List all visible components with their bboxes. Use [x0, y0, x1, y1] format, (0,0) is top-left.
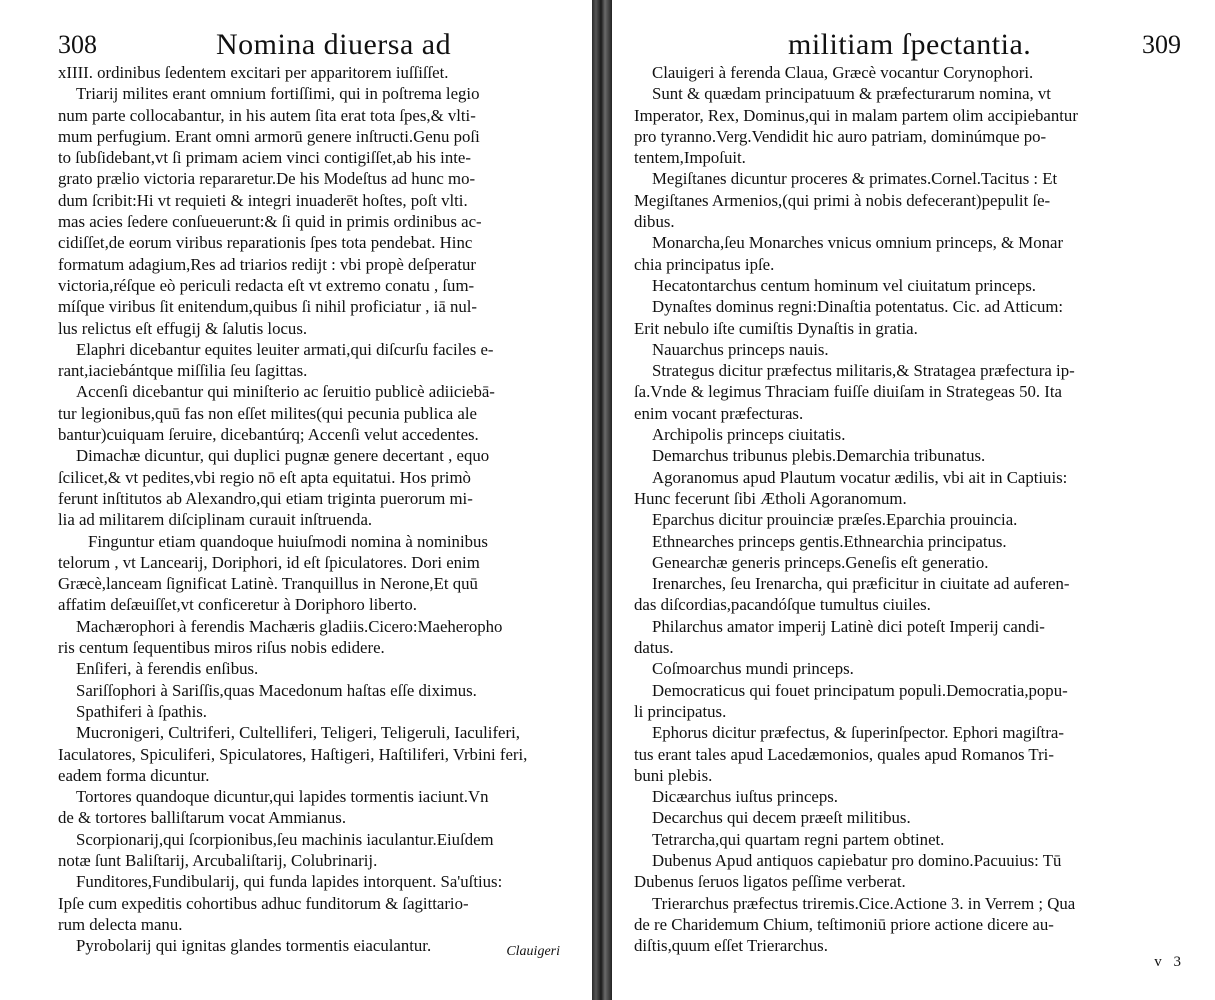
text-line: Ethnearches princeps gentis.Ethnearchia principatus.	[652, 531, 1007, 551]
text-line: Tetrarcha,qui quartam regni partem obtinet.	[652, 829, 945, 849]
text-line: Dubenus ſeruos ligatos peſſime verberat.	[634, 872, 906, 892]
text-line: Archipolis princeps ciuitatis.	[652, 425, 846, 445]
text-line: buni plebis.	[634, 765, 713, 785]
text-line: Demarchus tribunus plebis.Demarchia tribunatus.	[652, 446, 986, 466]
text-line: affatim deſæuiſſet,vt conficeretur à Doriphoro liberto.	[58, 595, 417, 615]
running-head: militiam ſpectantia.	[788, 28, 1032, 61]
text-line: Clauigeri à ferenda Claua, Græcè vocantur Corynophori.	[652, 63, 1034, 82]
text-line: to ſubſidebant,vt ſi primam aciem vinci contigiſſet,ab his inte-	[58, 148, 471, 168]
text-line: Græcè,lanceam ſignificat Latinè. Tranquillus in Nerone,Et quū	[58, 574, 478, 594]
text-line: Megiſtanes dicuntur proceres & primates.Cornel.Tacitus : Et	[652, 169, 1058, 189]
text-line: diſtis,quum eſſet Trierarchus.	[634, 936, 828, 956]
text-line: grato prælio victoria repararetur.De his Modeſtus ad hunc mo-	[58, 169, 476, 189]
left-page-header	[58, 20, 566, 62]
text-line: tur legionibus,quū fas non eſſet milites(qui pecunia publica ale	[58, 403, 477, 423]
text-line: Democraticus qui fouet principatum populi.Democratia,popu-	[652, 680, 1068, 700]
right-page-header	[634, 20, 1181, 62]
text-line: enim vocant præfecturas.	[634, 403, 804, 423]
text-line: Ipſe cum expeditis cohortibus adhuc funditorum & ſagittario-	[58, 893, 469, 913]
signature-mark: v 3	[1154, 954, 1185, 970]
text-line: rum delecta manu.	[58, 914, 183, 934]
text-line: Dubenus Apud antiquos capiebatur pro domino.Pacuuius: Tū	[652, 850, 1062, 870]
text-line: cidiſſet,de eorum viribus reparationis ſpes tota pendebat. Hinc	[58, 233, 473, 253]
text-line: Spathiferi à ſpathis.	[76, 701, 207, 721]
text-line: de re Charidemum Chium, teſtimoniū priore actione dicere au-	[634, 914, 1054, 934]
text-line: Enſiferi, à ferendis enſibus.	[76, 659, 259, 679]
text-line: eadem forma dicuntur.	[58, 765, 210, 785]
text-line: Decarchus qui decem præeſt militibus.	[652, 808, 911, 828]
text-line: dum ſcribit:Hi vt requieti & integri inuaderēt hoſtes, poſt vlti.	[58, 190, 468, 210]
catchword: Clauigeri	[506, 944, 560, 959]
text-line: Trierarchus præfectus triremis.Cice.Actione 3. in Verrem ; Qua	[652, 893, 1076, 913]
text-line: datus.	[634, 638, 674, 658]
text-line: de & tortores balliſtarum vocat Ammianus.	[58, 808, 347, 828]
right-page-body	[634, 62, 1181, 956]
text-line: Erit nebulo iſte cumiſtis Dynaſtis in gratia.	[634, 318, 918, 338]
left-page	[0, 0, 592, 1000]
text-line: xIIII. ordinibus ſedentem excitari per apparitorem iuſſiſſet.	[58, 63, 449, 82]
text-line: ſcilicet,& vt pedites,vbi regio nō eſt apta equitatui. Hos primò	[58, 467, 471, 487]
text-line: Accenſi dicebantur qui miniſterio ac ſeruitio publicè adiiciebā-	[76, 382, 495, 402]
text-line: Ephorus dicitur præfectus, & ſuperinſpector. Ephori magiſtra-	[652, 723, 1064, 743]
text-line: Triarij milites erant omnium fortiſſimi, qui in poſtrema legio	[76, 84, 480, 104]
text-line: das diſcordias,pacandóſque tumultus ciuiles.	[634, 595, 931, 615]
text-line: chia principatus ipſe.	[634, 254, 775, 274]
text-line: Philarchus amator imperij Latinè dici poteſt Imperij candi-	[652, 616, 1045, 636]
text-line: Monarcha,ſeu Monarches vnicus omnium princeps, & Monar	[652, 233, 1064, 253]
text-line: Iaculatores, Spiculiferi, Spiculatores, Haſtigeri, Haſtiliferi, Vrbini feri,	[58, 744, 528, 764]
running-head: Nomina diuersa ad	[216, 28, 452, 61]
text-line: formatum adagium,Res ad triarios redijt : vbi propè deſperatur	[58, 254, 477, 274]
text-line: pro tyranno.Verg.Vendidit hic auro patriam, dominúmque po-	[634, 126, 1047, 146]
text-line: mum perfugium. Erant omni armorū genere inſtructi.Genu poſi	[58, 126, 480, 146]
text-line: mas acies ſedere conſueuerunt:& ſi quid in primis ordinibus ac-	[58, 212, 482, 232]
text-line: Megiſtanes Armenios,(qui primi à nobis defecerant)pepulit ſe-	[634, 190, 1051, 210]
text-line: Dynaſtes dominus regni:Dinaſtia potentatus. Cic. ad Atticum:	[652, 297, 1064, 317]
right-page	[612, 0, 1215, 1000]
text-line: Pyrobolarij qui ignitas glandes tormentis eiaculantur.	[76, 936, 432, 956]
text-line: num parte collocabantur, in his autem ſita erat tota ſpes,& vlti-	[58, 105, 476, 125]
text-line: Sunt & quædam principatuum & præfecturarum nomina, vt	[652, 84, 1051, 104]
text-line: míſque viribus ſit enitendum,quibus ſi nihil proficiatur , iā nul-	[58, 297, 478, 317]
text-line: Mucronigeri, Cultriferi, Cultelliferi, Teligeri, Teligeruli, Iaculiferi,	[76, 723, 520, 743]
text-line: tus erant tales apud Lacedæmonios, quales apud Romanos Tri-	[634, 744, 1054, 764]
text-line: ris centum ſequentibus miros riſus nobis edidere.	[58, 638, 385, 658]
text-line: telorum , vt Lancearij, Doriphori, id eſt ſpiculatores. Dori enim	[58, 552, 480, 572]
text-line: Coſmoarchus mundi princeps.	[652, 659, 854, 679]
text-line: Dimachæ dicuntur, qui duplici pugnæ genere decertant , equo	[76, 446, 490, 466]
page-number: 309	[1142, 30, 1181, 59]
text-line: Funditores,Fundibularij, qui funda lapides intorquent. Sa'uſtius:	[76, 872, 503, 892]
text-line: Hunc fecerunt ſibi Ætholi Agoranomum.	[634, 488, 907, 508]
text-line: li principatus.	[634, 701, 727, 721]
text-line: Imperator, Rex, Dominus,qui in malam partem olim accipiebantur	[634, 105, 1078, 125]
text-line: bantur)cuiquam ſeruire, dicebantúrq; Accenſi velut accedentes.	[58, 425, 479, 445]
text-line: Agoranomus apud Plautum vocatur ædilis, vbi ait in Captiuis:	[652, 467, 1068, 487]
left-page-body	[58, 62, 566, 956]
text-line: Machærophori à ferendis Machæris gladiis.Cicero:Maeherophο	[76, 616, 503, 636]
text-line: ferunt inſtitutos ab Alexandro,qui etiam triginta puerorum mi-	[58, 488, 473, 508]
text-line: lus relictus eſt effugij & ſalutis locus.	[58, 318, 308, 338]
text-line: Dicæarchus iuſtus princeps.	[652, 787, 838, 807]
text-line: Nauarchus princeps nauis.	[652, 339, 829, 359]
text-line: Genearchæ generis princeps.Geneſis eſt generatio.	[652, 552, 989, 572]
text-line: notæ ſunt Baliſtarij, Arcubaliſtarij, Colubrinarij.	[58, 850, 378, 870]
text-line: victoria,réſque eò periculi redacta eſt vt extremo conatu , ſum-	[58, 275, 475, 295]
text-line: Irenarches, ſeu Irenarcha, qui præficitur in ciuitate ad auferen-	[652, 574, 1070, 594]
text-line: Elaphri dicebantur equites leuiter armati,qui diſcurſu faciles e-	[76, 339, 494, 359]
text-line: tentem,Impoſuit.	[634, 148, 746, 168]
text-line: Scorpionarij,qui ſcorpionibus,ſeu machinis iaculantur.Eiuſdem	[76, 829, 494, 849]
page-number: 308	[58, 30, 97, 59]
text-line: rant,iaciebántque miſſilia ſeu ſagittas.	[58, 361, 308, 381]
text-line: Hecatontarchus centum hominum vel ciuitatum princeps.	[652, 275, 1036, 295]
text-line: Eparchus dicitur prouinciæ præſes.Eparchia prouincia.	[652, 510, 1018, 530]
text-line: dibus.	[634, 212, 675, 232]
text-line: Strategus dicitur præfectus militaris,& Stratagea præfectura ip-	[652, 361, 1075, 381]
text-line: ſa.Vnde & legimus Thraciam fuiſſe diuiſam in Strategeas 50. Ita	[634, 382, 1062, 402]
text-line: lia ad militarem diſciplinam curauit inſtruenda.	[58, 510, 373, 530]
text-line: Finguntur etiam quandoque huiuſmodi nomina à nominibus	[88, 531, 488, 551]
text-line: Tortores quandoque dicuntur,qui lapides tormentis iaciunt.Vn	[76, 787, 489, 807]
book-gutter	[592, 0, 612, 1000]
text-line: Sariſſophori à Sariſſis,quas Macedonum haſtas eſſe diximus.	[76, 680, 477, 700]
